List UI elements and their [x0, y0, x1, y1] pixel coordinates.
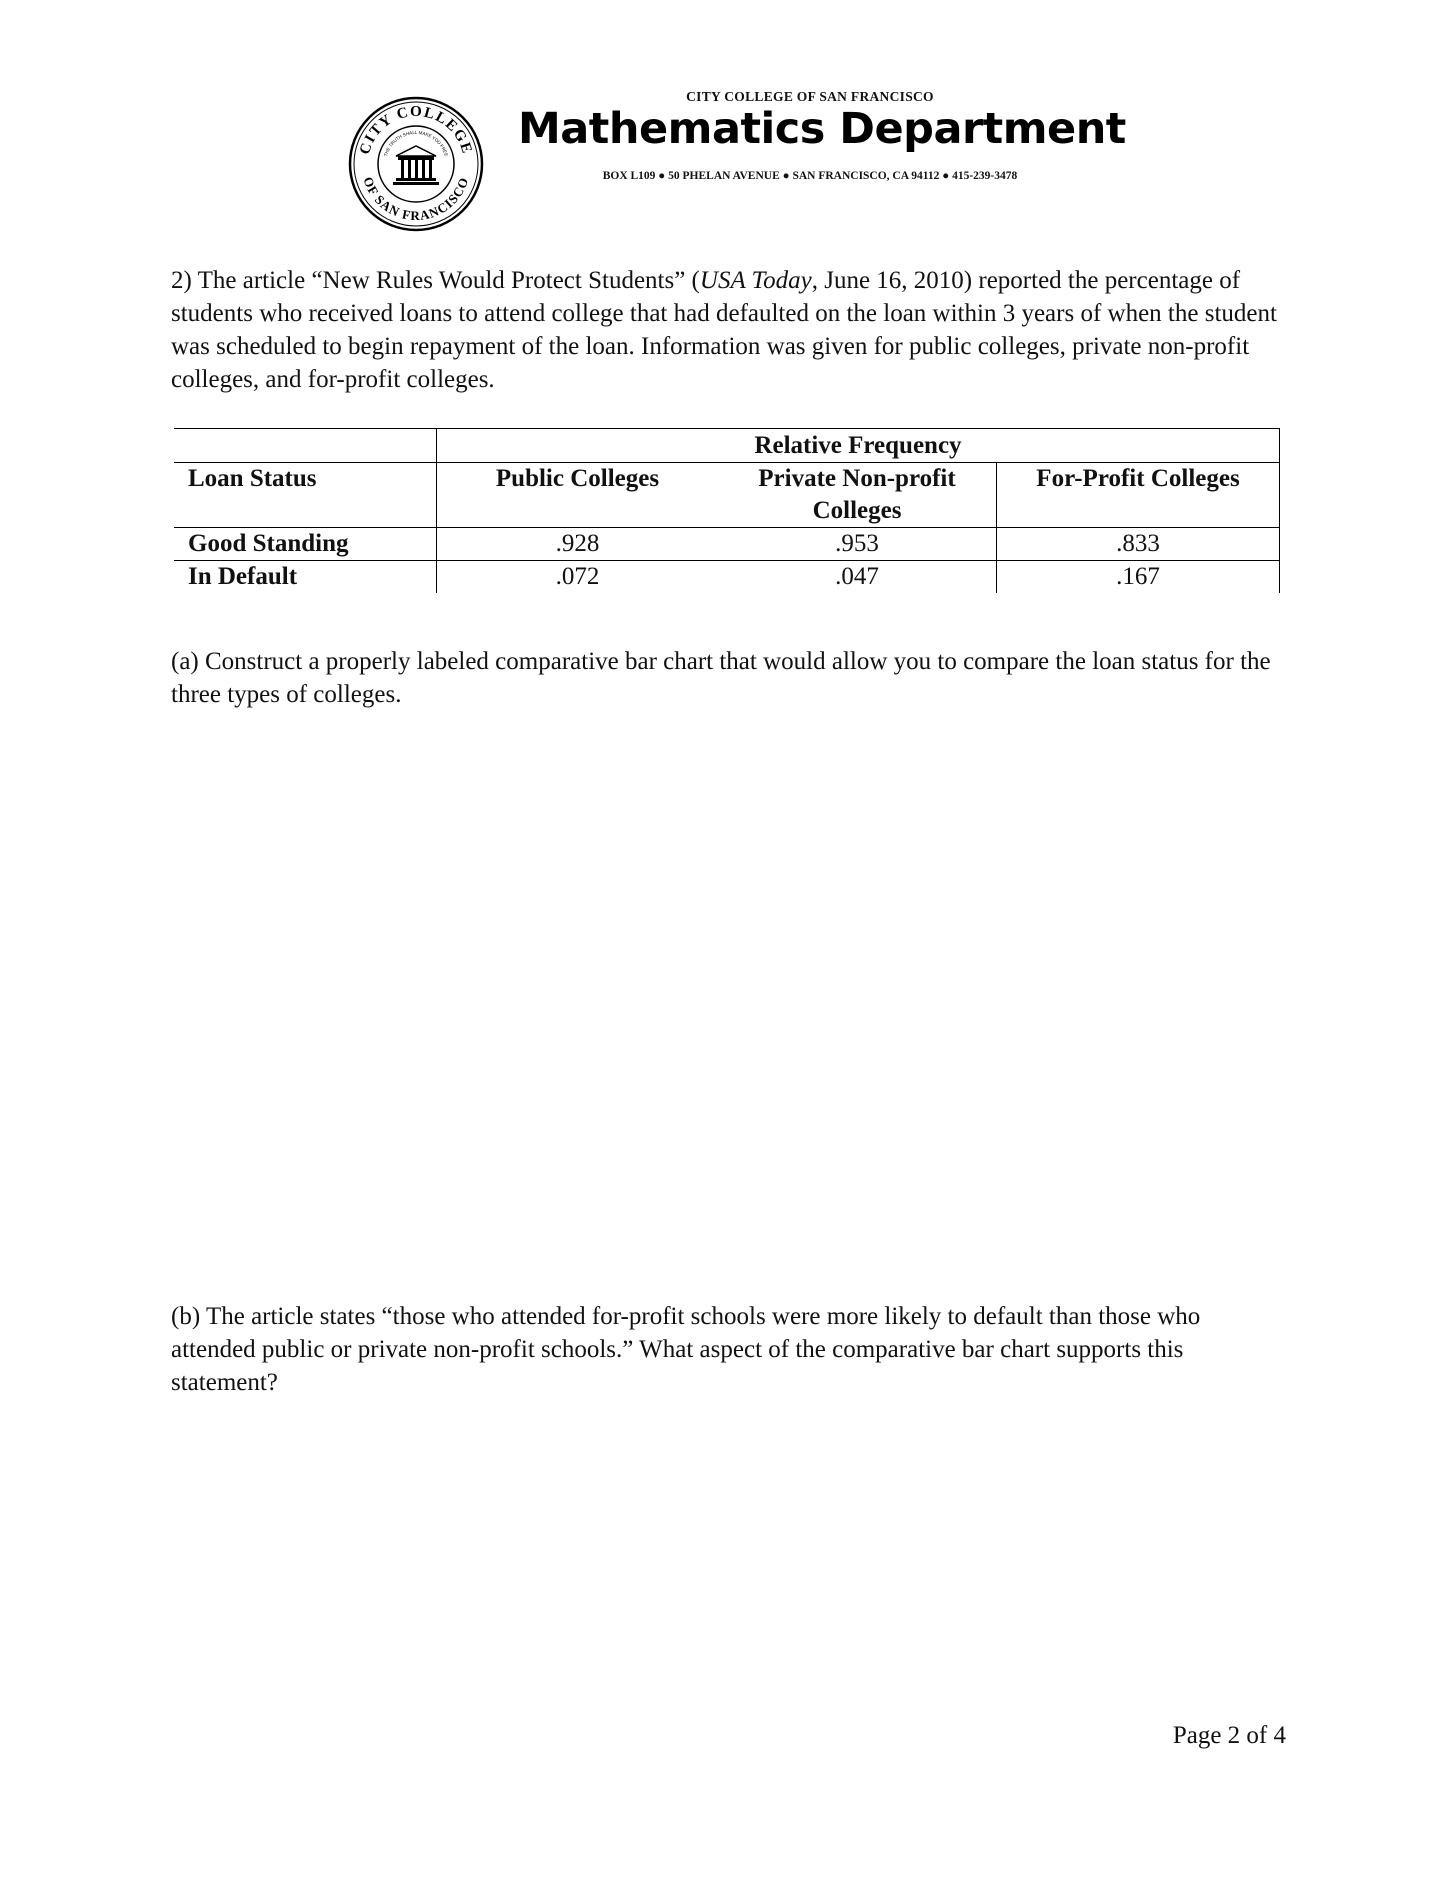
letterhead-department: Mathematics Department — [518, 104, 1126, 154]
col-header-public: Public Colleges — [437, 463, 719, 528]
cell-good-forprofit: .833 — [997, 528, 1280, 561]
table-row — [174, 528, 1280, 561]
table-corner-cell — [174, 429, 437, 463]
svg-text:OF SAN FRANCISCO: OF SAN FRANCISCO — [360, 174, 472, 224]
svg-text:CITY COLLEGE: CITY COLLEGE — [356, 103, 475, 157]
row-header-loan-status: Loan Status — [174, 463, 437, 528]
problem-intro — [171, 264, 1291, 396]
cell-good-private: .953 — [718, 528, 997, 561]
cell-default-private: .047 — [835, 563, 879, 590]
intro-source: USA Today — [699, 267, 812, 294]
row-label-in-default: In Default — [188, 563, 298, 590]
loan-status-table — [174, 428, 1280, 593]
intro-text-pre: 2) The article “New Rules Would Protect Students” ( — [171, 267, 700, 294]
cell-default-forprofit: .167 — [997, 561, 1280, 594]
svg-text:THE TRUTH SHALL MAKE YOU FREE: THE TRUTH SHALL MAKE YOU FREE — [383, 129, 449, 157]
col-header-private: Private Non-profit Colleges — [718, 463, 997, 528]
col-header-for-profit: For-Profit Colleges — [997, 463, 1280, 528]
question-b: (b) The article states “those who attended for-profit schools were more likely to default than those who attended public or private non-profit schools.” What aspect of the comparative bar chart supports this statement? — [171, 1303, 1201, 1396]
row-label-good-standing: Good Standing — [174, 528, 437, 561]
intro-text-post: , June 16, 2010) reported the percentage of students who received loans to attend college that had defaulted on the loan within 3 years of when the student was scheduled to begin repayment of the loan. Information was given for public colleges, private non-profit colleges, and for-profit colleges. — [171, 267, 1277, 393]
college-seal-logo — [348, 96, 484, 232]
table-column-header-row — [174, 463, 1280, 528]
table-group-header-row — [174, 429, 1280, 463]
letterhead-address: BOX L109 ● 50 PHELAN AVENUE ● SAN FRANCISCO, CA 94112 ● 415-239-3478 — [602, 170, 1018, 182]
page-number: Page 2 of 4 — [1172, 1722, 1286, 1749]
question-a: (a) Construct a properly labeled comparative bar chart that would allow you to compare the loan status for the three types of colleges. — [171, 648, 1271, 708]
cell-good-public: .928 — [437, 528, 719, 561]
table-row — [174, 561, 1280, 594]
letterhead-college-name: CITY COLLEGE OF SAN FRANCISCO — [686, 89, 934, 104]
seal-graphic — [348, 96, 484, 232]
cell-default-public: .072 — [437, 561, 719, 594]
group-header-relative-frequency: Relative Frequency — [437, 429, 1280, 463]
